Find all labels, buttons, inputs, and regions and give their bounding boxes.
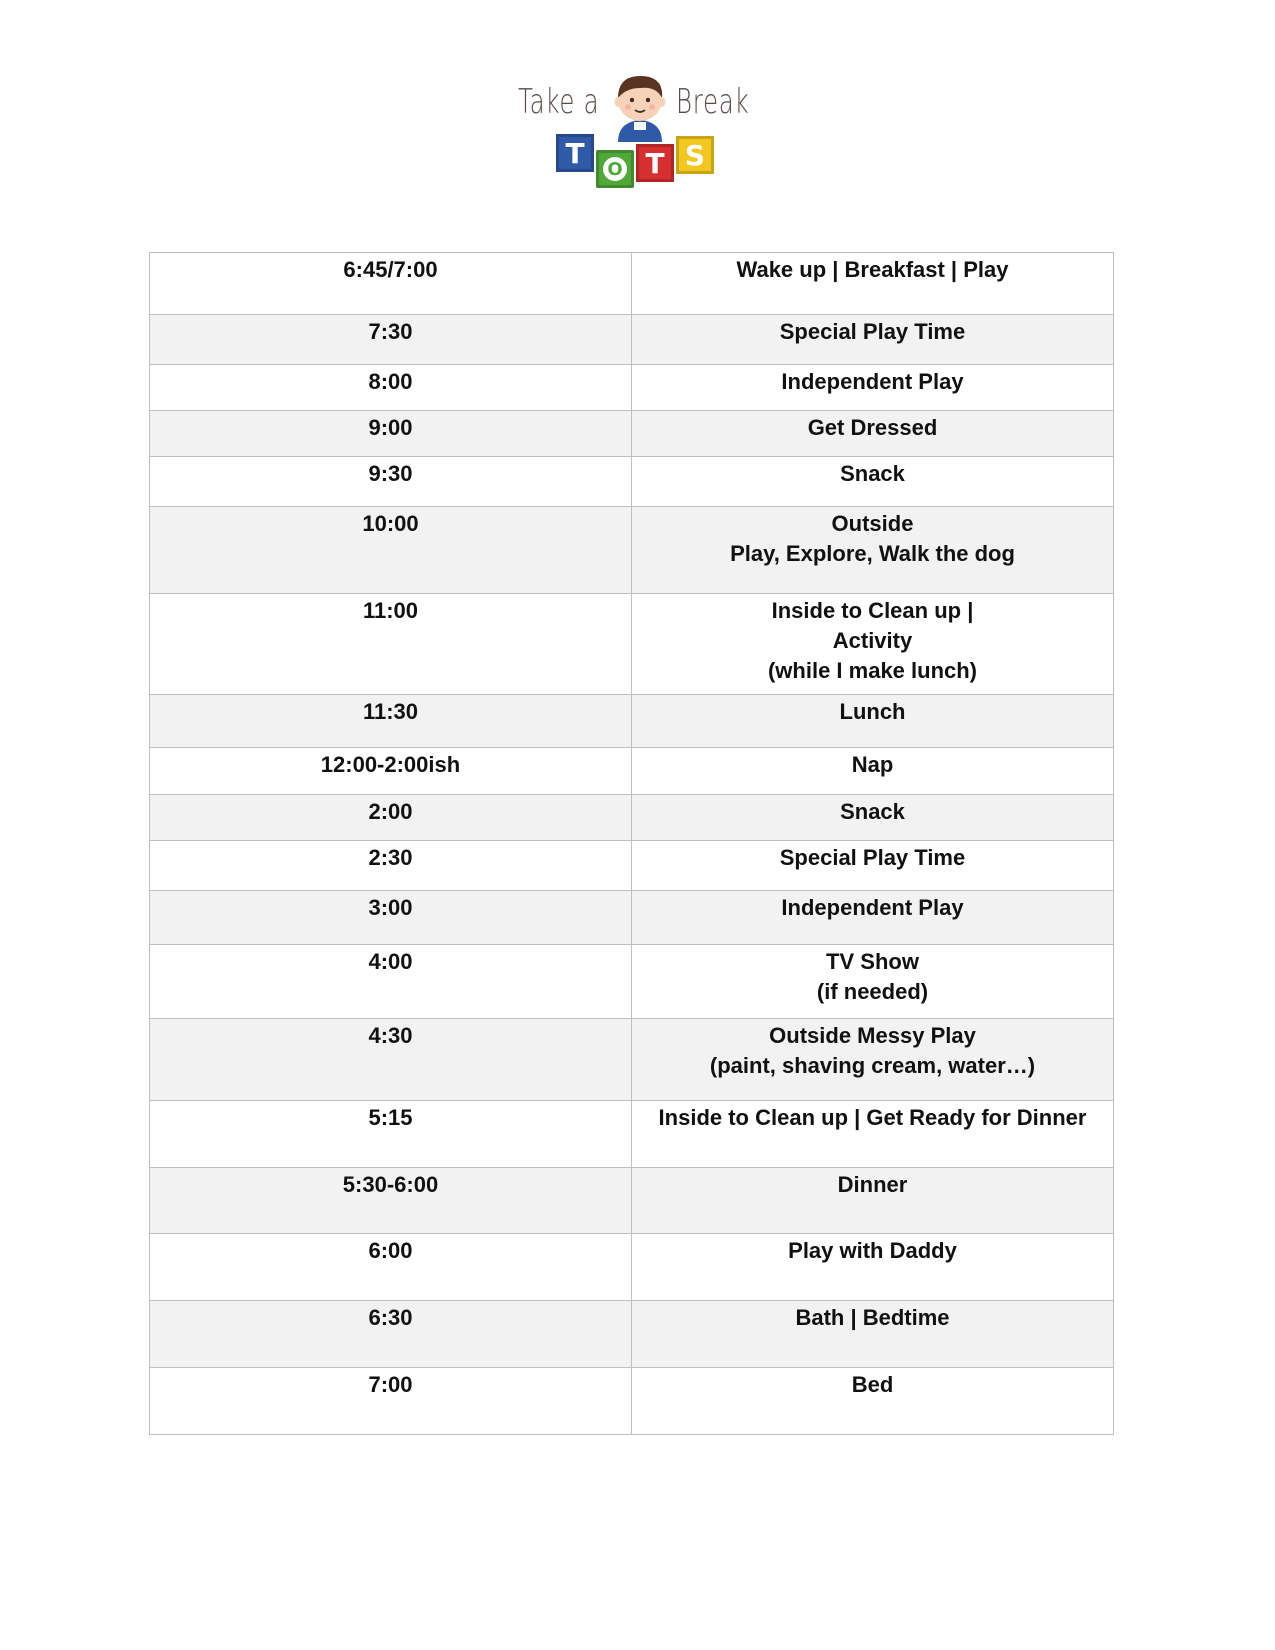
- logo-block-s: S: [676, 136, 714, 174]
- schedule-row: [150, 945, 1114, 1019]
- schedule-row: [150, 365, 1114, 411]
- schedule-activity: [632, 365, 1114, 411]
- schedule-activity-line: Bath | Bedtime: [795, 1305, 950, 1330]
- schedule-activity-line: Snack: [840, 799, 905, 824]
- schedule-activity-line: Play with Daddy: [788, 1238, 957, 1263]
- schedule-activity: [632, 748, 1114, 795]
- schedule-time: 5:30-6:00: [150, 1168, 632, 1234]
- schedule-activity: [632, 1234, 1114, 1301]
- schedule-row: [150, 795, 1114, 841]
- schedule-activity-line: Outside: [831, 511, 914, 536]
- schedule-row: [150, 1301, 1114, 1368]
- schedule-activity-line: TV Show: [826, 949, 919, 974]
- schedule-activity: [632, 1019, 1114, 1101]
- schedule-activity: [632, 891, 1114, 945]
- schedule-row: [150, 457, 1114, 507]
- schedule-row: [150, 891, 1114, 945]
- schedule-time: 8:00: [150, 365, 632, 411]
- schedule-activity: [632, 507, 1114, 594]
- schedule-activity: [632, 795, 1114, 841]
- schedule-time: 7:00: [150, 1368, 632, 1435]
- schedule-row: [150, 315, 1114, 365]
- schedule-time: 3:00: [150, 891, 632, 945]
- schedule-time: 2:30: [150, 841, 632, 891]
- schedule-activity: [632, 1101, 1114, 1168]
- schedule-row: [150, 1234, 1114, 1301]
- schedule-activity-line: Get Dressed: [807, 415, 938, 440]
- schedule-row: [150, 748, 1114, 795]
- schedule-activity: [632, 253, 1114, 315]
- schedule-time: 4:00: [150, 945, 632, 1019]
- schedule-activity-line: Independent Play: [781, 369, 964, 394]
- schedule-activity-line: Bed: [851, 1372, 894, 1397]
- schedule-activity: [632, 1168, 1114, 1234]
- schedule-row: [150, 841, 1114, 891]
- schedule-activity-line: Inside to Clean up | Get Ready for Dinner: [658, 1105, 1087, 1130]
- schedule-time: 4:30: [150, 1019, 632, 1101]
- schedule-time: 7:30: [150, 315, 632, 365]
- schedule-activity-line: Inside to Clean up |: [771, 598, 974, 623]
- schedule-row: [150, 507, 1114, 594]
- logo-block-o: O: [596, 150, 634, 188]
- schedule-activity-line: Nap: [851, 752, 894, 777]
- schedule-time: 5:15: [150, 1101, 632, 1168]
- schedule-row: [150, 1168, 1114, 1234]
- schedule-activity: [632, 411, 1114, 457]
- schedule-activity: [632, 1368, 1114, 1435]
- logo-block-t-2: T: [636, 144, 674, 182]
- schedule-row: [150, 695, 1114, 748]
- schedule-row: [150, 1368, 1114, 1435]
- take-a-break-tots-logo: [512, 68, 762, 198]
- schedule-activity: [632, 315, 1114, 365]
- schedule-row: [150, 1101, 1114, 1168]
- schedule-activity-line: Play, Explore, Walk the dog: [730, 541, 1015, 566]
- schedule-activity-line: Dinner: [837, 1172, 908, 1197]
- schedule-activity-line: Special Play Time: [779, 319, 966, 344]
- schedule-activity-line: (if needed): [816, 979, 929, 1004]
- schedule-time: 2:00: [150, 795, 632, 841]
- kid-mascot-icon: [604, 72, 676, 142]
- schedule-activity-line: Snack: [840, 461, 905, 486]
- schedule-time: 9:00: [150, 411, 632, 457]
- schedule-time: 11:00: [150, 594, 632, 695]
- schedule-activity-line: Independent Play: [781, 895, 964, 920]
- schedule-row: [150, 1019, 1114, 1101]
- daily-schedule-table: [149, 252, 1114, 1435]
- schedule-time: 11:30: [150, 695, 632, 748]
- logo-word-take-a: Take a: [518, 82, 600, 122]
- schedule-activity: [632, 945, 1114, 1019]
- schedule-time: 12:00-2:00ish: [150, 748, 632, 795]
- schedule-activity-line: Activity: [832, 628, 913, 653]
- schedule-activity-line: Lunch: [839, 699, 906, 724]
- schedule-row: [150, 411, 1114, 457]
- schedule-activity-line: Wake up | Breakfast | Play: [736, 257, 1009, 282]
- schedule-activity: [632, 841, 1114, 891]
- schedule-time: 9:30: [150, 457, 632, 507]
- schedule-time: 10:00: [150, 507, 632, 594]
- schedule-activity: [632, 1301, 1114, 1368]
- schedule-time: 6:30: [150, 1301, 632, 1368]
- schedule-activity: [632, 457, 1114, 507]
- schedule-time: 6:45/7:00: [150, 253, 632, 315]
- schedule-time: 6:00: [150, 1234, 632, 1301]
- schedule-body: [150, 253, 1114, 1435]
- schedule-activity-line: (paint, shaving cream, water…): [709, 1053, 1036, 1078]
- schedule-row: [150, 594, 1114, 695]
- logo-word-break: Break: [676, 82, 750, 122]
- logo-block-t: T: [556, 134, 594, 172]
- schedule-activity-line: Special Play Time: [779, 845, 966, 870]
- schedule-activity: [632, 695, 1114, 748]
- schedule-row: [150, 253, 1114, 315]
- schedule-activity: [632, 594, 1114, 695]
- schedule-activity-line: (while I make lunch): [767, 658, 978, 683]
- schedule-activity-line: Outside Messy Play: [769, 1023, 976, 1048]
